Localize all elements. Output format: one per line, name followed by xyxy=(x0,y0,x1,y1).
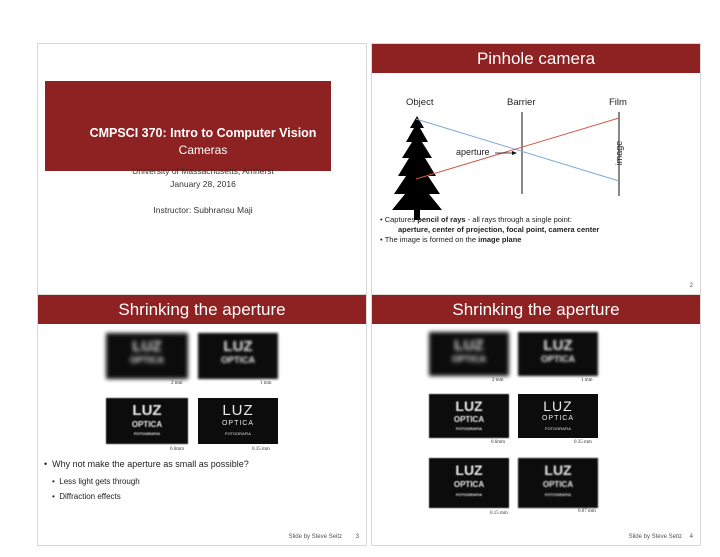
slide-title: Shrinking the aperture xyxy=(38,295,366,324)
question-bullet: • Why not make the aperture as small as possible? xyxy=(44,459,249,469)
barrier-label: Barrier xyxy=(507,97,536,108)
slide-credit: Slide by Steve Seitz xyxy=(288,534,342,540)
aperture-photo-0.15mm: LUZ OPTICA FOTOGRAFIA xyxy=(429,458,509,508)
caption: 1 mm xyxy=(581,378,593,383)
aperture-photo-0.35mm: LUZ OPTICA FOTOGRAFIA xyxy=(518,394,598,438)
slide-title: Shrinking the aperture xyxy=(372,295,700,324)
blue-ray xyxy=(416,119,619,181)
page-number: 4 xyxy=(689,534,693,540)
slide-3 xyxy=(37,294,367,546)
instructor: Instructor: Subhransu Maji xyxy=(153,205,253,215)
sub-bullet: • Less light gets through xyxy=(52,477,140,486)
bullet-1-line2: aperture, center of projection, focal point, camera center xyxy=(398,225,600,234)
caption: 0.07 mm xyxy=(578,509,596,514)
caption: 0.35 mm xyxy=(252,447,270,452)
aperture-photo-0.07mm: LUZ OPTICA FOTOGRAFIA xyxy=(518,458,598,508)
caption: 2 mm xyxy=(492,378,504,383)
aperture-photo-0.6mm: LUZ OPTICA FOTOGRAFIA xyxy=(106,398,188,444)
film-label: Film xyxy=(609,97,627,108)
sub-bullet: • Diffraction effects xyxy=(52,492,121,501)
aperture-photo-1mm: LUZ OPTICA xyxy=(198,333,278,379)
page-number: 2 xyxy=(689,283,693,289)
red-ray xyxy=(416,118,619,179)
aperture-photo-2mm: LUZ OPTICA xyxy=(106,333,188,379)
caption: 2 mm xyxy=(171,381,183,386)
university: University of Massachusetts, Amherst xyxy=(132,166,274,176)
slide-1 xyxy=(37,43,367,295)
lecture-subtitle: Cameras xyxy=(178,143,228,157)
image-label: image xyxy=(614,140,624,166)
aperture-photo-0.6mm: LUZ OPTICA FOTOGRAFIA xyxy=(429,394,509,438)
caption: 1 mm xyxy=(260,381,272,386)
caption: 0.15 mm xyxy=(490,511,508,516)
arrow-icon xyxy=(512,151,517,155)
aperture-label: aperture xyxy=(456,147,490,157)
aperture-photo-2mm: LUZ OPTICA xyxy=(429,332,509,376)
bullet-1: • Captures pencil of rays - all rays through a single point: xyxy=(380,215,572,224)
aperture-photo-0.35mm: LUZ OPTICA FOTOGRAFIA xyxy=(198,398,278,444)
caption: 0.6mm xyxy=(170,447,185,452)
date: January 28, 2016 xyxy=(170,179,236,189)
slide-4 xyxy=(371,294,701,546)
slide-title: Pinhole camera xyxy=(372,44,700,73)
caption: 0.6mm xyxy=(491,440,506,445)
caption: 0.35 mm xyxy=(574,440,592,445)
object-label: Object xyxy=(406,97,434,108)
course-title: CMPSCI 370: Intro to Computer Vision xyxy=(89,126,317,140)
pinhole-diagram xyxy=(372,44,701,295)
slide-credit: Slide by Steve Seitz xyxy=(628,534,682,540)
page-number: 3 xyxy=(355,534,359,540)
aperture-photo-1mm: LUZ OPTICA xyxy=(518,332,598,376)
bullet-2: • The image is formed on the image plane xyxy=(380,235,522,244)
tree-icon xyxy=(392,116,442,220)
slide-2 xyxy=(371,43,701,295)
